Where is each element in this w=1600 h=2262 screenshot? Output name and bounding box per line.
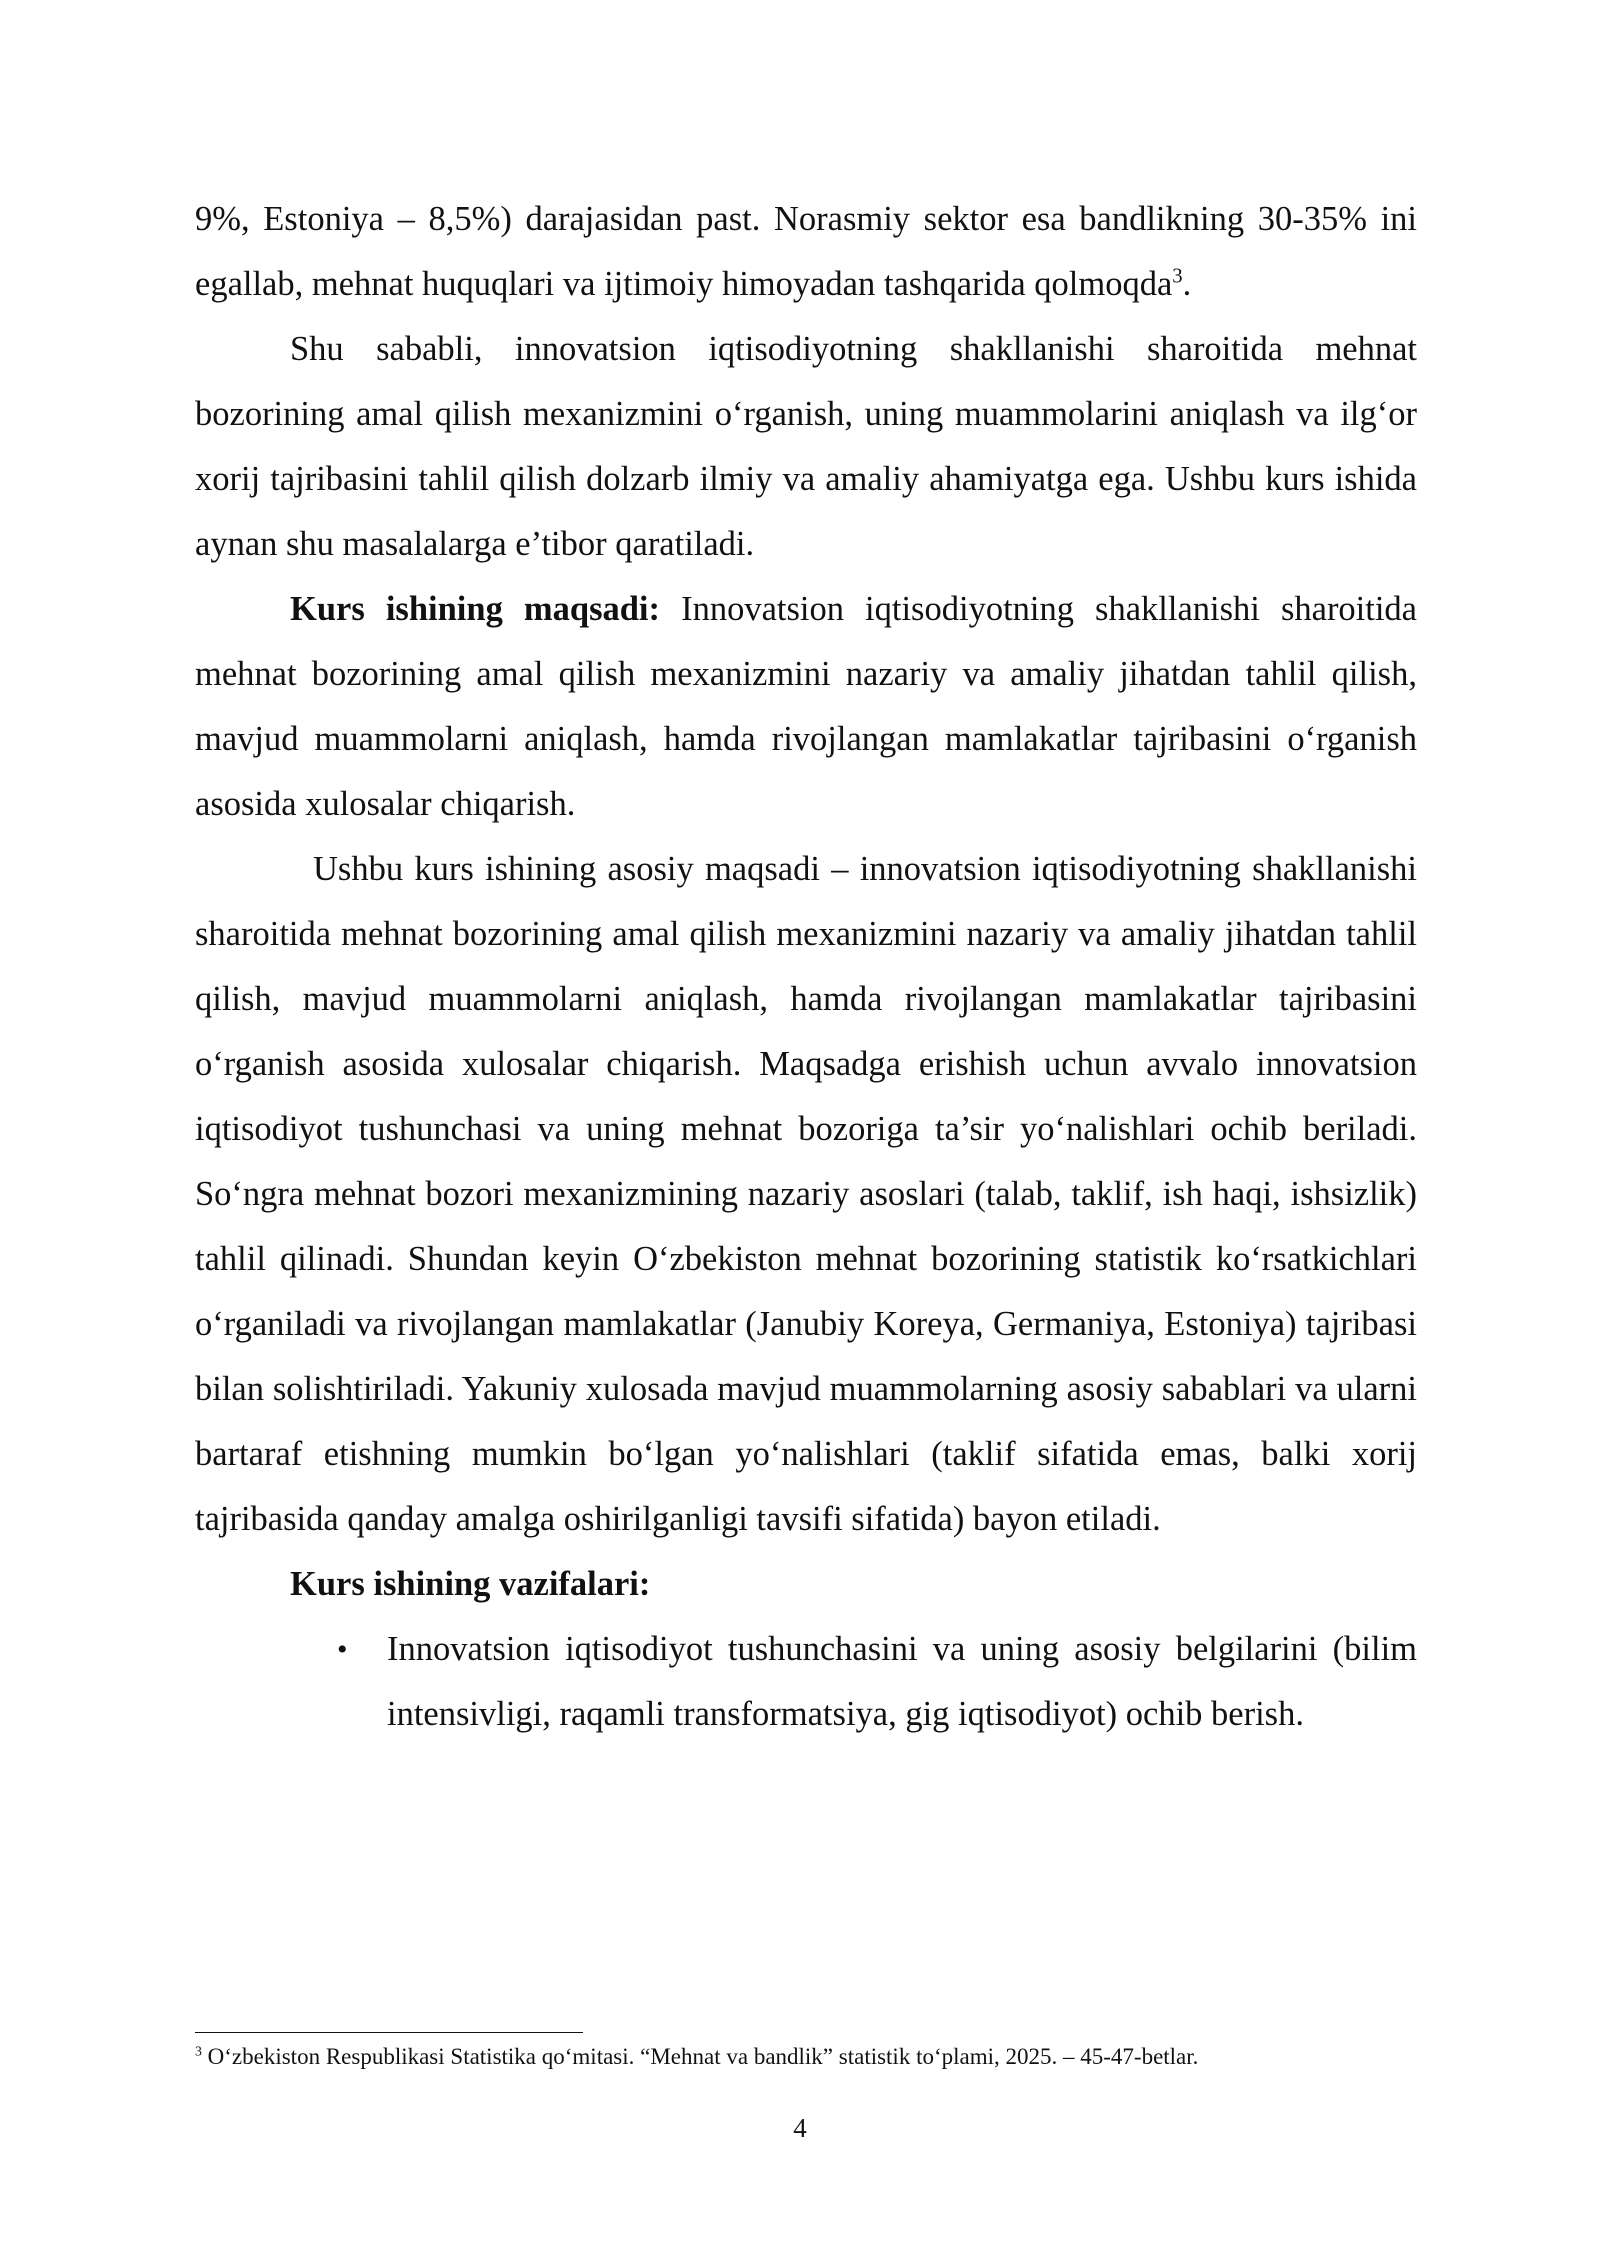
paragraph-text: 9%, Estoniya – 8,5%) darajasidan past. Norasmiy sektor esa bandlikning 30-35% ini egallab, mehnat huquqlari va ijtimoiy himoyadan tashqarida qolmoqda	[195, 200, 1417, 303]
footnote-reference[interactable]: 3	[1172, 265, 1183, 288]
list-item	[337, 1617, 1417, 1747]
footnote-number: 3	[195, 2043, 202, 2059]
goal-heading: Kurs ishining maqsadi:	[290, 590, 661, 628]
task-text: Innovatsion iqtisodiyot tushunchasini va uning asosiy belgilarini (bilim intensivligi, raqamli transformatsiya, gig iqtisodiyot) ochib berish.	[387, 1630, 1417, 1733]
paragraph-relevance: Shu sababli, innovatsion iqtisodiyotning shakllanishi sharoitida mehnat bozorining amal qilish mexanizmini oʻrganish, uning muammolarini aniqlash va ilgʻor xorij tajribasini tahlil qilish dolzarb ilmiy va amaliy ahamiyatga ega. Ushbu kurs ishida aynan shu masalalarga e’tibor qaratiladi.	[195, 330, 1417, 563]
paragraph-goal	[195, 577, 1417, 837]
footnote-text: Oʻzbekiston Respublikasi Statistika qoʻmitasi. “Mehnat va bandlik” statistik toʻplami, 2025. – 45-47-betlar.	[201, 2044, 1199, 2069]
tasks-heading: Kurs ishining vazifalari:	[290, 1565, 651, 1603]
footnote	[195, 2040, 1417, 2074]
goal-text: Innovatsion iqtisodiyotning shakllanishi sharoitida mehnat bozorining amal qilish mexanizmini nazariy va amaliy jihatdan tahlil qilish, mavjud muammolarni aniqlash, hamda rivojlangan mamlakatlar tajribasini oʻrganish asosida xulosalar chiqarish.	[195, 590, 1417, 823]
paragraph-main-goal: Ushbu kurs ishining asosiy maqsadi – innovatsion iqtisodiyotning shakllanishi sharoitida mehnat bozorining amal qilish mexanizmini nazariy va amaliy jihatdan tahlil qilish, mavjud muammolarni aniqlash, hamda rivojlangan mamlakatlar tajribasini oʻrganish asosida xulosalar chiqarish. Maqsadga erishish uchun avvalo innovatsion iqtisodiyot tushunchasi va uning mehnat bozoriga ta’sir yoʻnalishlari ochib beriladi. Soʻngra mehnat bozori mexanizmining nazariy asoslari (talab, taklif, ish haqi, ishsizlik) tahlil qilinadi. Shundan keyin Oʻzbekiston mehnat bozorining statistik koʻrsatkichlari oʻrganiladi va rivojlangan mamlakatlar (Janubiy Koreya, Germaniya, Estoniya) tajribasi bilan solishtiriladi. Yakuniy xulosada mavjud muammolarning asosiy sabablari va ularni bartaraf etishning mumkin boʻlgan yoʻnalishlari (taklif sifatida emas, balki xorij tajribasida qanday amalga oshirilganligi tavsifi sifatida) bayon etiladi.	[195, 850, 1417, 1538]
page-number: 4	[793, 2113, 807, 2143]
paragraph-intro-continuation	[195, 187, 1417, 317]
body-text	[195, 187, 1417, 1747]
tasks-list	[195, 1617, 1417, 1747]
bullet-icon: •	[337, 1633, 348, 1666]
paragraph-end-punctuation: .	[1182, 265, 1192, 303]
footnote-separator	[195, 2032, 583, 2033]
